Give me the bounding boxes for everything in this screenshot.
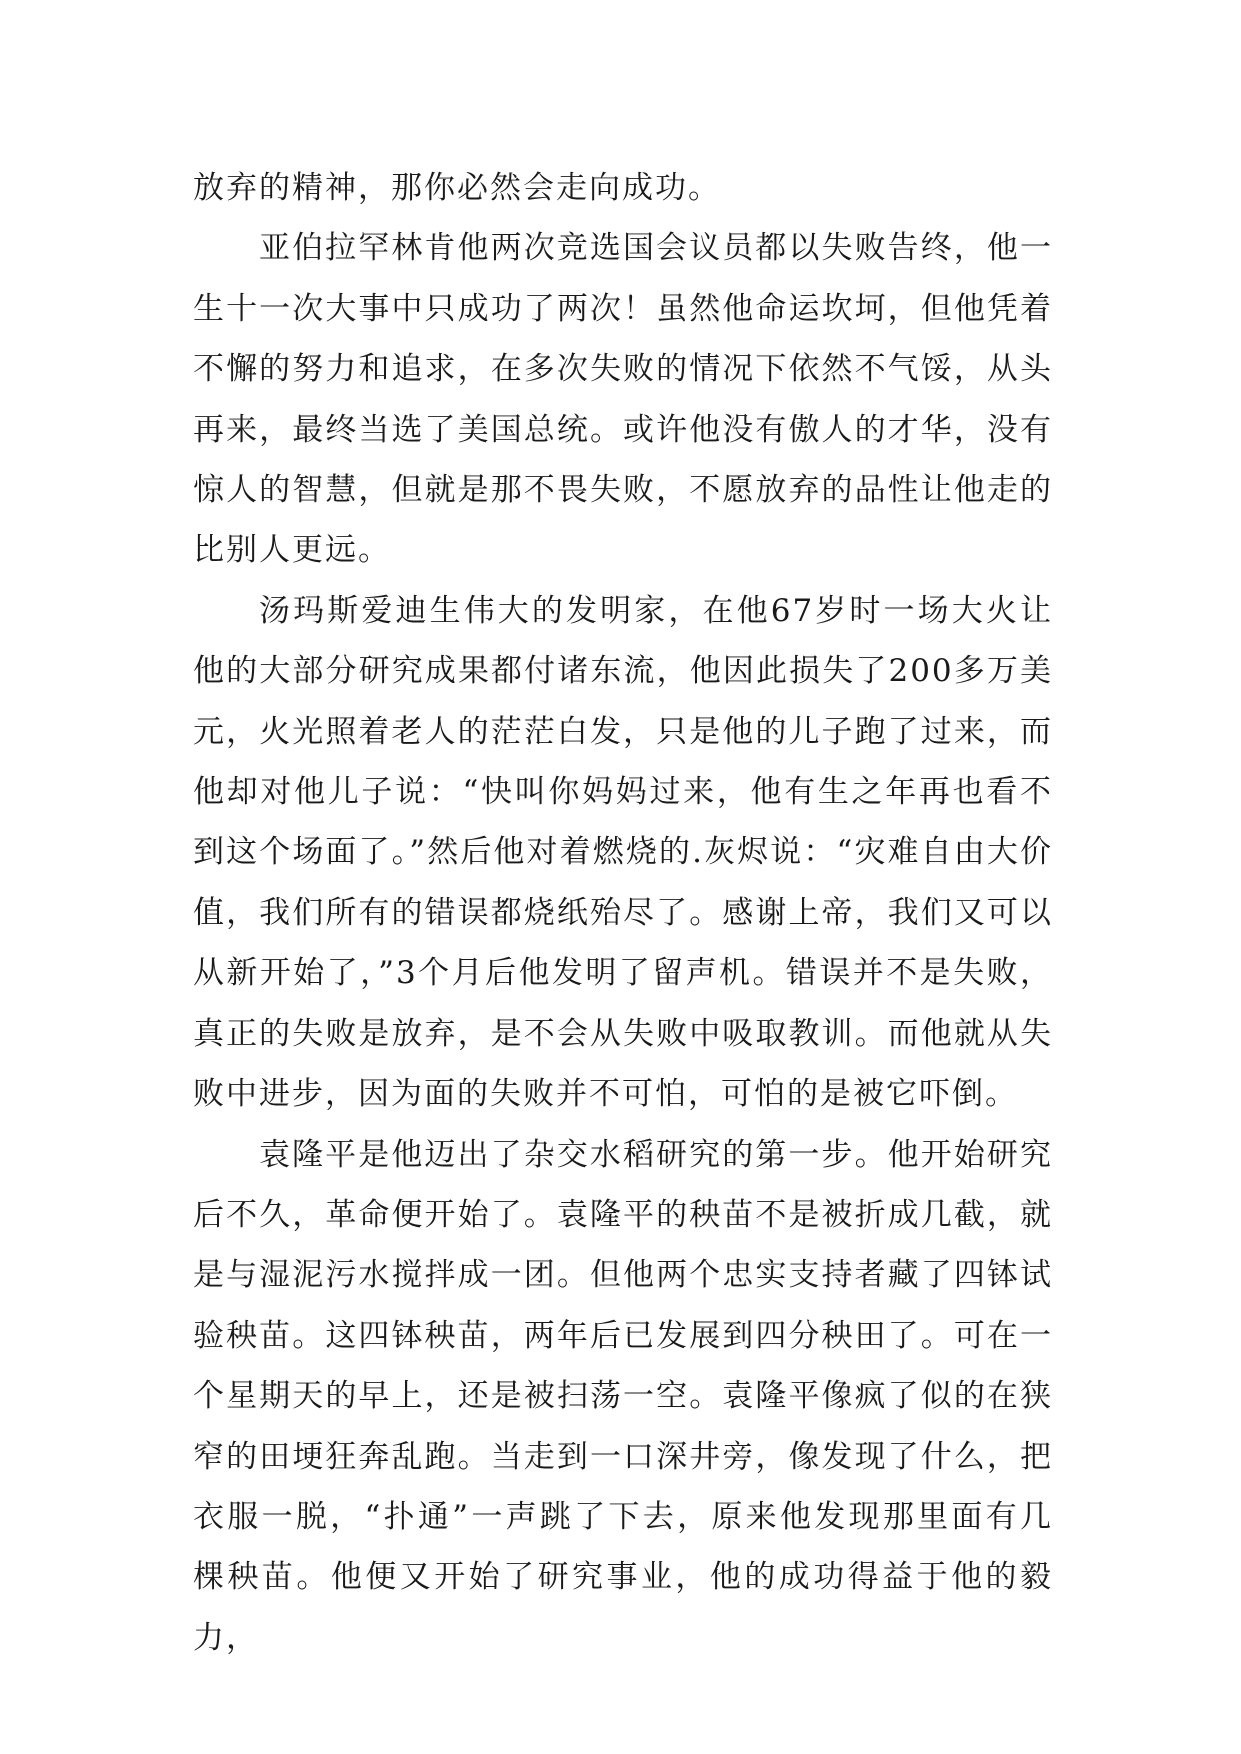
paragraph-4: 袁隆平是他迈出了杂交水稻研究的第一步。他开始研究后不久，革命便开始了。袁隆平的秧苗不是被折成几截，就是与湿泥污水搅拌成一团。但他两个忠实支持者藏了四钵试验秧苗。这四钵秧苗，两年后已发展到四分秧田了。可在一个星期天的早上，还是被扫荡一空。袁隆平像疯了似的在狭窄的田埂狂奔乱跑。当走到一口深井旁，像发现了什么，把衣服一脱，“扑通”一声跳了下去，原来他发现那里面有几棵秧苗。他便又开始了研究事业，他的成功得益于他的毅力，	[193, 1136, 1053, 1656]
paragraph-3: 汤玛斯爱迪生伟大的发明家，在他67岁时一场大火让他的大部分研究成果都付诸东流，他因此损失了200多万美元，火光照着老人的茫茫白发，只是他的儿子跑了过来，而他却对他儿子说：“快叫你妈妈过来，他有生之年再也看不到这个场面了。”然后他对着燃烧的.灰烬说：“灾难自由大价值，我们所有的错误都烧纸殆尽了。感谢上帝，我们又可以从新开始了，”3个月后他发明了留声机。错误并不是失败，真正的失败是放弃，是不会从失败中吸取教训。而他就从失败中进步，因为面的失败并不可怕，可怕的是被它吓倒。	[193, 592, 1053, 1113]
paragraph-2: 亚伯拉罕林肯他两次竞选国会议员都以失败告终，他一生十一次大事中只成功了两次！虽然他命运坎坷，但他凭着不懈的努力和追求，在多次失败的情况下依然不气馁，从头再来，最终当选了美国总统。或许他没有傲人的才华，没有惊人的智慧，但就是那不畏失败，不愿放弃的品性让他走的比别人更远。	[193, 230, 1053, 569]
paragraph-1: 放弃的精神，那你必然会走向成功。	[193, 170, 721, 206]
document-body	[193, 158, 1053, 1668]
